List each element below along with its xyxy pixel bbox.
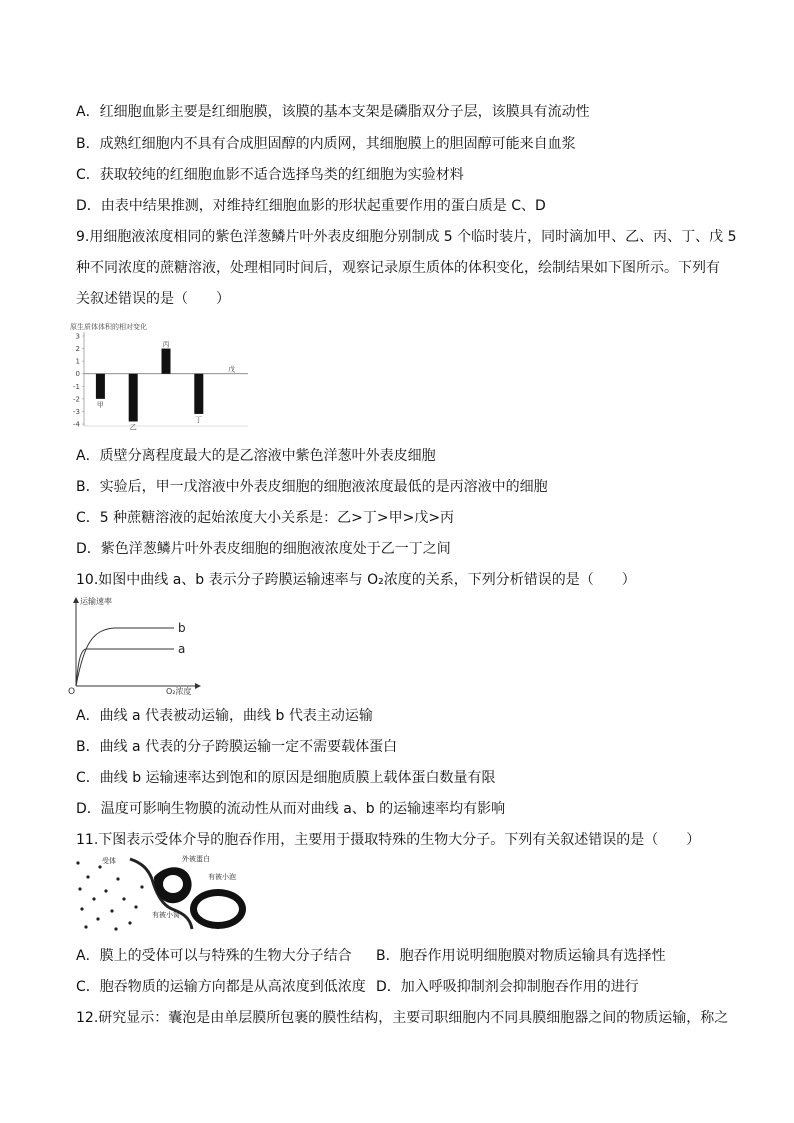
receptor-label: 受体 — [102, 857, 116, 865]
q9-bar-chart — [62, 320, 252, 430]
q10-option-c: C．曲线 b 运输速率达到饱和的原因是细胞质膜上载体蛋白数量有限 — [76, 770, 496, 786]
chart-title: 原生质体体积的相对变化 — [70, 323, 147, 331]
q8-option-c: C．获取较纯的红细胞血影不适合选择鸟类的红细胞为实验材料 — [76, 167, 464, 183]
category-label: 乙 — [129, 423, 137, 430]
q11-option-c: C．胞吞物质的运输方向都是从高浓度到低浓度 — [76, 979, 366, 995]
macromolecule-dots — [76, 861, 143, 930]
y-tick-label: 2 — [75, 345, 80, 354]
q9-option-d: D．紫色洋葱鳞片叶外表皮细胞的细胞液浓度处于乙一丁之间 — [76, 541, 451, 557]
y-tick-label: 3 — [75, 332, 80, 341]
q10-option-b: B．曲线 a 代表的分子跨膜运输一定不需要载体蛋白 — [76, 739, 398, 755]
q10-stem: 10.如图中曲线 a、b 表示分子跨膜运输速率与 O₂浓度的关系，下列分析错误的是（ ） — [76, 572, 636, 588]
y-tick-label: -3 — [73, 407, 80, 416]
q11-option-b: B．胞吞作用说明细胞膜对物质运输具有选择性 — [376, 948, 666, 964]
curve-a — [76, 649, 174, 686]
q10-option-d: D．温度可影响生物膜的流动性从而对曲线 a、b 的运输速率均有影响 — [76, 801, 506, 817]
x-axis-label: O₂浓度 — [166, 687, 192, 696]
q8-option-b: B．成熟红细胞内不具有合成胆固醇的内质网，其细胞膜上的胆固醇可能来自血浆 — [76, 136, 576, 152]
q9-stem-line1: 9.用细胞液浓度相同的紫色洋葱鳞片叶外表皮细胞分别制成 5 个临时装片，同时滴加甲、乙、丙、丁、戊 5 — [76, 229, 737, 245]
bar-0 — [96, 374, 105, 399]
category-label: 丙 — [162, 340, 170, 349]
q11-stem: 11.下图表示受体介导的胞吞作用，主要用于摄取特殊的生物大分子。下列有关叙述错误的是（ ） — [76, 832, 701, 848]
q10-option-a: A．曲线 a 代表被动运输，曲线 b 代表主动运输 — [76, 708, 373, 724]
curve-b-label: b — [178, 621, 186, 635]
y-tick-label: 1 — [75, 357, 80, 366]
y-tick-label: -2 — [73, 395, 80, 404]
q9-option-a: A．质壁分离程度最大的是乙溶液中紫色洋葱叶外表皮细胞 — [76, 448, 436, 464]
coated-vesicle-inner — [197, 896, 239, 922]
q9-option-c: C．5 种蔗糖溶液的起始浓度大小关系是：乙>丁>甲>戊>丙 — [76, 510, 455, 526]
bar-2 — [162, 349, 171, 374]
category-label: 戊 — [228, 365, 236, 374]
q10-rate-curve-figure — [62, 594, 202, 696]
coated-pit-label: 有被小窝 — [152, 911, 180, 919]
q12-stem: 12.研究显示：囊泡是由单层膜所包裹的膜性结构，主要司职细胞内不同具膜细胞器之间的物质运输，称之 — [76, 1010, 729, 1026]
curve-a-label: a — [178, 642, 186, 656]
coated-pit-inner — [163, 875, 183, 893]
q8-option-d: D．由表中结果推测，对维持红细胞血影的形状起重要作用的蛋白质是 C、D — [76, 198, 546, 214]
q11-endocytosis-figure — [72, 853, 262, 935]
q9-stem-line3: 关叙述错误的是（ ） — [76, 291, 230, 307]
y-tick-label: 0 — [75, 370, 80, 379]
origin-label: O — [68, 687, 76, 696]
y-tick-label: -1 — [73, 382, 80, 391]
coat-protein-label: 外被蛋白 — [182, 855, 210, 863]
curve-b — [76, 628, 174, 686]
q8-option-a: A．红细胞血影主要是红细胞膜，该膜的基本支架是磷脂双分子层，该膜具有流动性 — [76, 104, 590, 120]
q9-option-b: B．实验后，甲一戊溶液中外表皮细胞的细胞液浓度最低的是丙溶液中的细胞 — [76, 479, 548, 495]
bar-1 — [129, 374, 138, 422]
category-label: 甲 — [96, 400, 104, 409]
category-label: 丁 — [195, 415, 203, 424]
q9-stem-line2: 种不同浓度的蔗糖溶液，处理相同时间后，观察记录原生质体的体积变化，绘制结果如下图所示。下列有 — [76, 260, 720, 276]
q11-option-a: A．膜上的受体可以与特殊的生物大分子结合 — [76, 948, 352, 964]
y-axis-label: 运输速率 — [80, 597, 112, 606]
y-tick-label: -4 — [73, 420, 80, 429]
bar-3 — [194, 374, 203, 414]
coated-vesicle-label: 有被小泡 — [208, 873, 236, 881]
q11-option-row1 — [76, 946, 666, 966]
q11-option-row2 — [76, 977, 639, 997]
q11-option-d: D．加入呼吸抑制剂会抑制胞吞作用的进行 — [376, 979, 639, 995]
